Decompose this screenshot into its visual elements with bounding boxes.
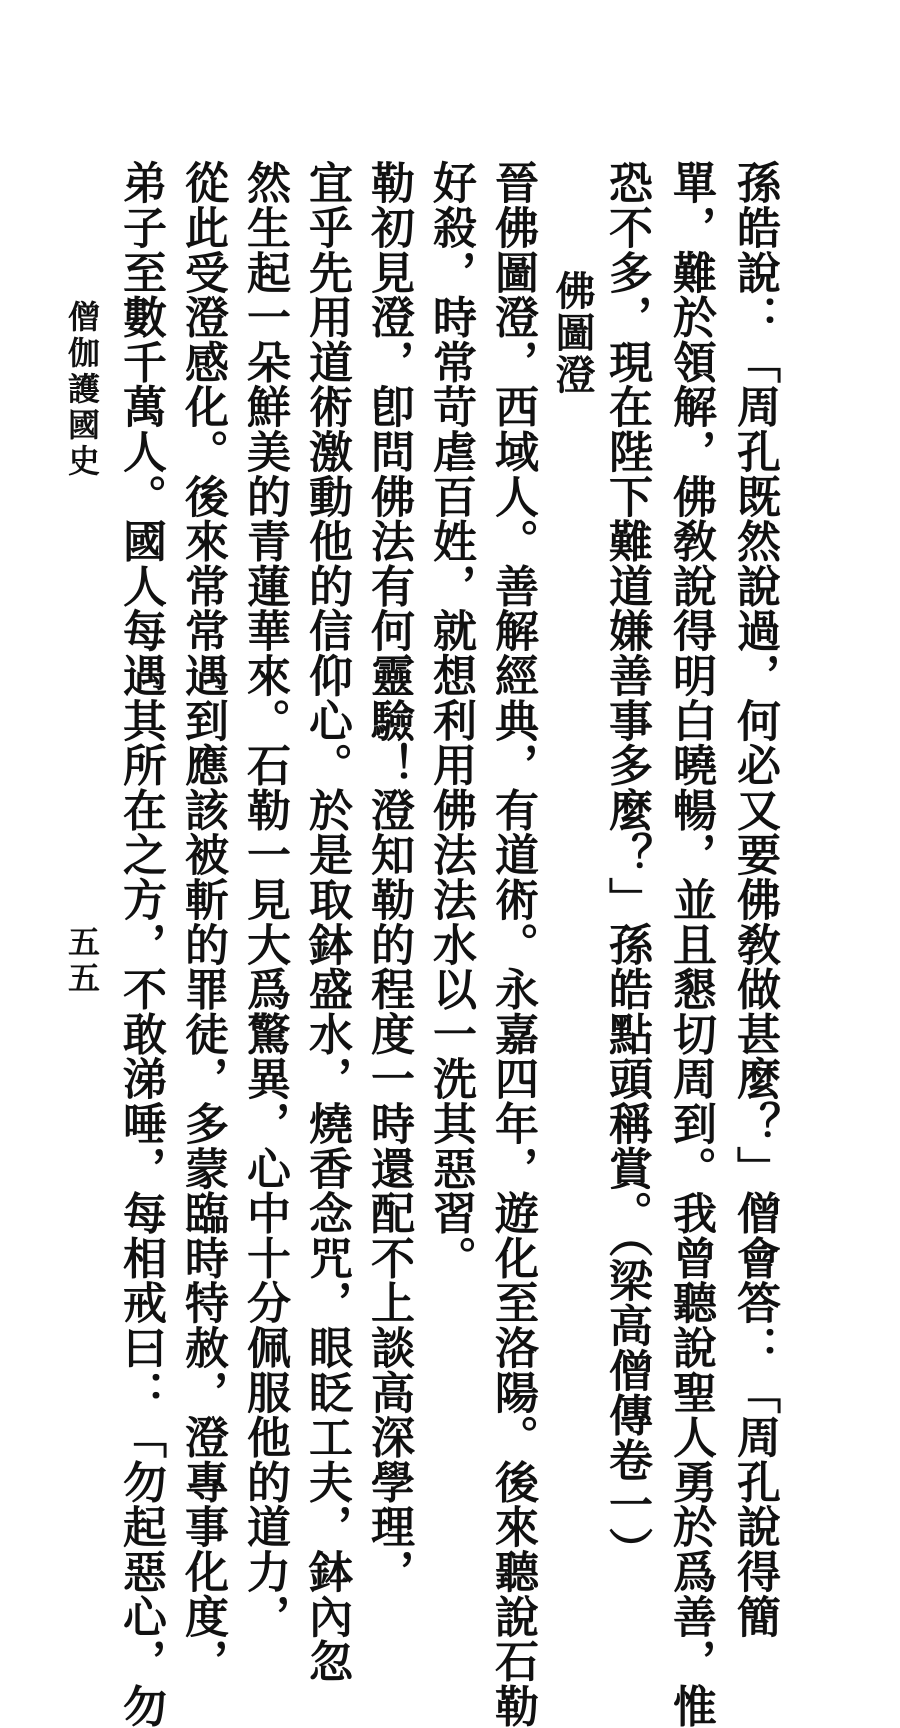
text-column-3: 恐不多，現在陛下難道嫌善事多麼？」孫皓點頭稱賞。（梁高僧傳卷一） [601, 160, 652, 1572]
text-column-10: 從此受澄感化。後來常常遇到應該被斬的罪徒，多蒙臨時特赦，澄專事化度， [177, 160, 228, 1684]
text-column-5: 晉佛圖澄，西域人。善解經典，有道術。永嘉四年，遊化至洛陽。後來聽說石勒 [487, 160, 538, 1728]
text-column-6: 好殺，時常苛虐百姓，就想利用佛法法水以一洗其惡習。 [425, 160, 476, 1280]
text-column-8: 宜乎先用道術激動他的信仰心。於是取鉢盛水，燒香念咒，眼眨工夫，鉢內忽 [301, 160, 352, 1684]
text-column-2: 單，難於領解，佛敎說得明白曉暢，並且懇切周到。我曾聽說聖人勇於爲善，惟 [665, 160, 716, 1728]
text-column-1: 孫皓說：「周孔既然說過，何必又要佛敎做甚麼？」僧會答：「周孔說得簡 [729, 160, 780, 1639]
text-column-9: 然生起一朵鮮美的青蓮華來。石勒一見大爲驚異，心中十分佩服他的道力， [239, 160, 290, 1639]
running-title: 僧伽護國史 [63, 300, 101, 480]
text-column-7: 勒初見澄，卽問佛法有何靈驗！澄知勒的程度一時還配不上談高深學理， [363, 160, 414, 1594]
text-column-11: 弟子至數千萬人。國人每遇其所在之方，不敢涕唾，每相戒曰：「勿起惡心，勿 [115, 160, 166, 1728]
section-heading: 佛圖澄 [549, 270, 596, 396]
page-number: 五五 [63, 925, 101, 997]
